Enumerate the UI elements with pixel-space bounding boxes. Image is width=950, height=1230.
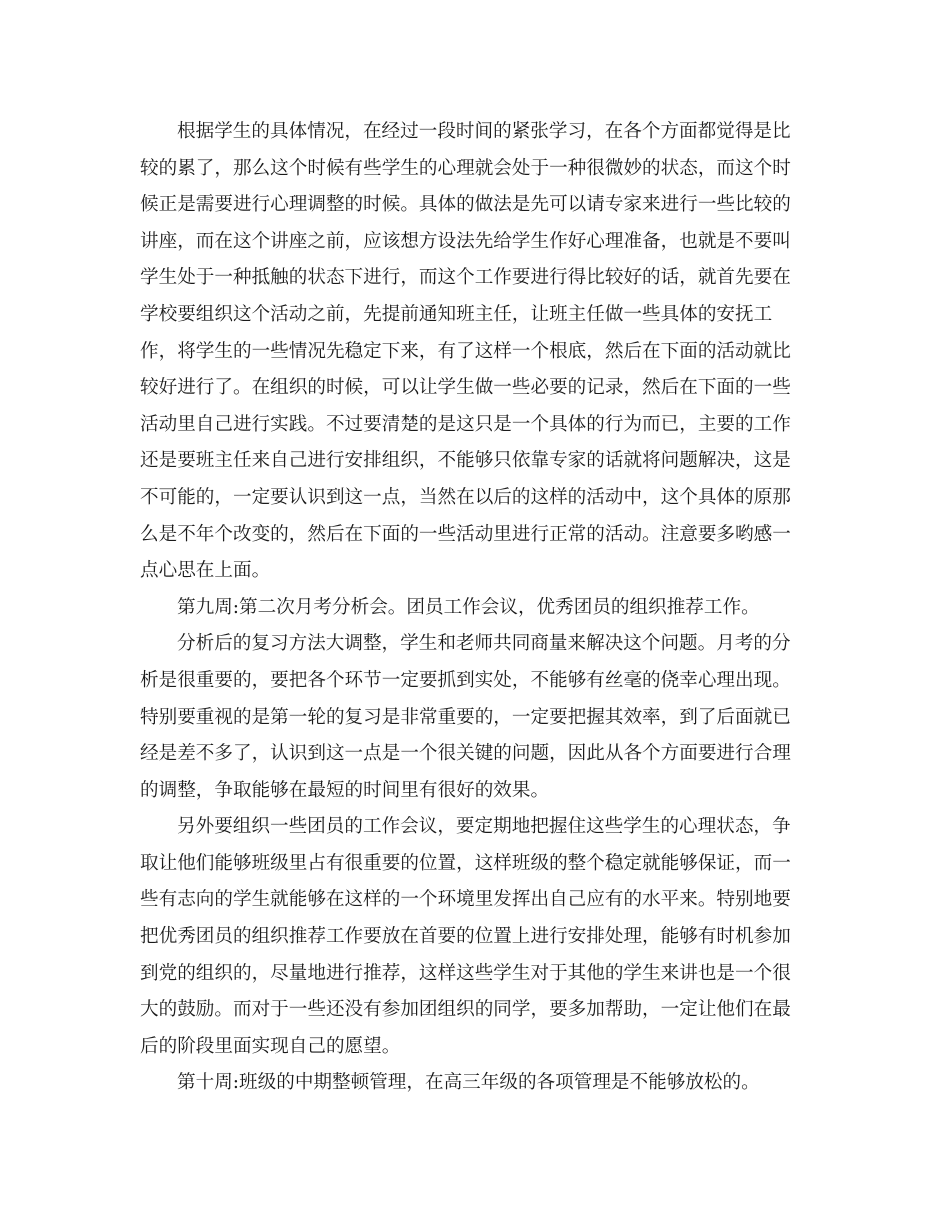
text-line: 些有志向的学生就能够在这样的一个环境里发挥出自己应有的水平来。特别地要 <box>140 889 791 911</box>
text-line: 学校要组织这个活动之前，先提前通知班主任，让班主任做一些具体的安抚工 <box>140 303 773 325</box>
text-line: 还是要班主任来自己进行安排组织，不能够只依靠专家的话就将问题解决，这是 <box>140 450 791 472</box>
text-line: 么是不年个改变的，然后在下面的一些活动里进行正常的活动。注意要多哟感一 <box>140 523 791 545</box>
text-line: 后的阶段里面实现自己的愿望。 <box>140 1035 401 1057</box>
text-line: 讲座，而在这个讲座之前，应该想方设法先给学生作好心理准备，也就是不要叫 <box>140 230 791 252</box>
text-line: 到党的组织的，尽量地进行推荐，这样这些学生对于其他的学生来讲也是一个很 <box>140 962 791 984</box>
text-line: 析是很重要的，要把各个环节一定要抓到实处，不能够有丝毫的侥幸心理出现。 <box>140 669 791 691</box>
text-line: 较好进行了。在组织的时候，可以让学生做一些必要的记录，然后在下面的一些 <box>140 377 791 399</box>
text-line: 取让他们能够班级里占有很重要的位置，这样班级的整个稳定就能够保证，而一 <box>140 852 791 874</box>
text-line: 特别要重视的是第一轮的复习是非常重要的，一定要把握其效率，到了后面就已 <box>140 706 791 728</box>
text-line: 把优秀团员的组织推荐工作要放在首要的位置上进行安排处理，能够有时机参加 <box>140 926 791 948</box>
week-heading: 第十周:班级的中期整顿管理，在高三年级的各项管理是不能够放松的。 <box>177 1072 760 1094</box>
text-line: 另外要组织一些团员的工作会议，要定期地把握住这些学生的心理状态，争 <box>177 816 791 838</box>
text-line: 学生处于一种抵触的状态下进行，而这个工作要进行得比较好的话，就首先要在 <box>140 267 791 289</box>
text-line: 不可能的，一定要认识到这一点，当然在以后的这样的活动中，这个具体的原那 <box>140 486 791 508</box>
text-line: 作，将学生的一些情况先稳定下来，有了这样一个根底，然后在下面的活动就比 <box>140 340 791 362</box>
text-line: 大的鼓励。而对于一些还没有参加团组织的同学，要多加帮助，一定让他们在最 <box>140 999 791 1021</box>
text-line: 分析后的复习方法大调整，学生和老师共同商量来解决这个问题。月考的分 <box>177 633 791 655</box>
document-body <box>140 114 800 1102</box>
text-line: 根据学生的具体情况，在经过一段时间的紧张学习，在各个方面都觉得是比 <box>177 121 791 142</box>
text-line: 经是差不多了，认识到这一点是一个很关键的问题，因此从各个方面要进行合理 <box>140 743 791 765</box>
text-line: 候正是需要进行心理调整的时候。具体的做法是先可以请专家来进行一些比较的 <box>140 194 791 216</box>
text-line: 点心思在上面。 <box>140 560 271 582</box>
text-line: 活动里自己进行实践。不过要清楚的是这只是一个具体的行为而已，主要的工作 <box>140 413 791 435</box>
text-line: 较的累了，那么这个时候有些学生的心理就会处于一种很微妙的状态，而这个时 <box>140 157 791 179</box>
text-line: 的调整，争取能够在最短的时间里有很好的效果。 <box>140 779 550 801</box>
week-heading: 第九周:第二次月考分析会。团员工作会议，优秀团员的组织推荐工作。 <box>177 596 760 618</box>
